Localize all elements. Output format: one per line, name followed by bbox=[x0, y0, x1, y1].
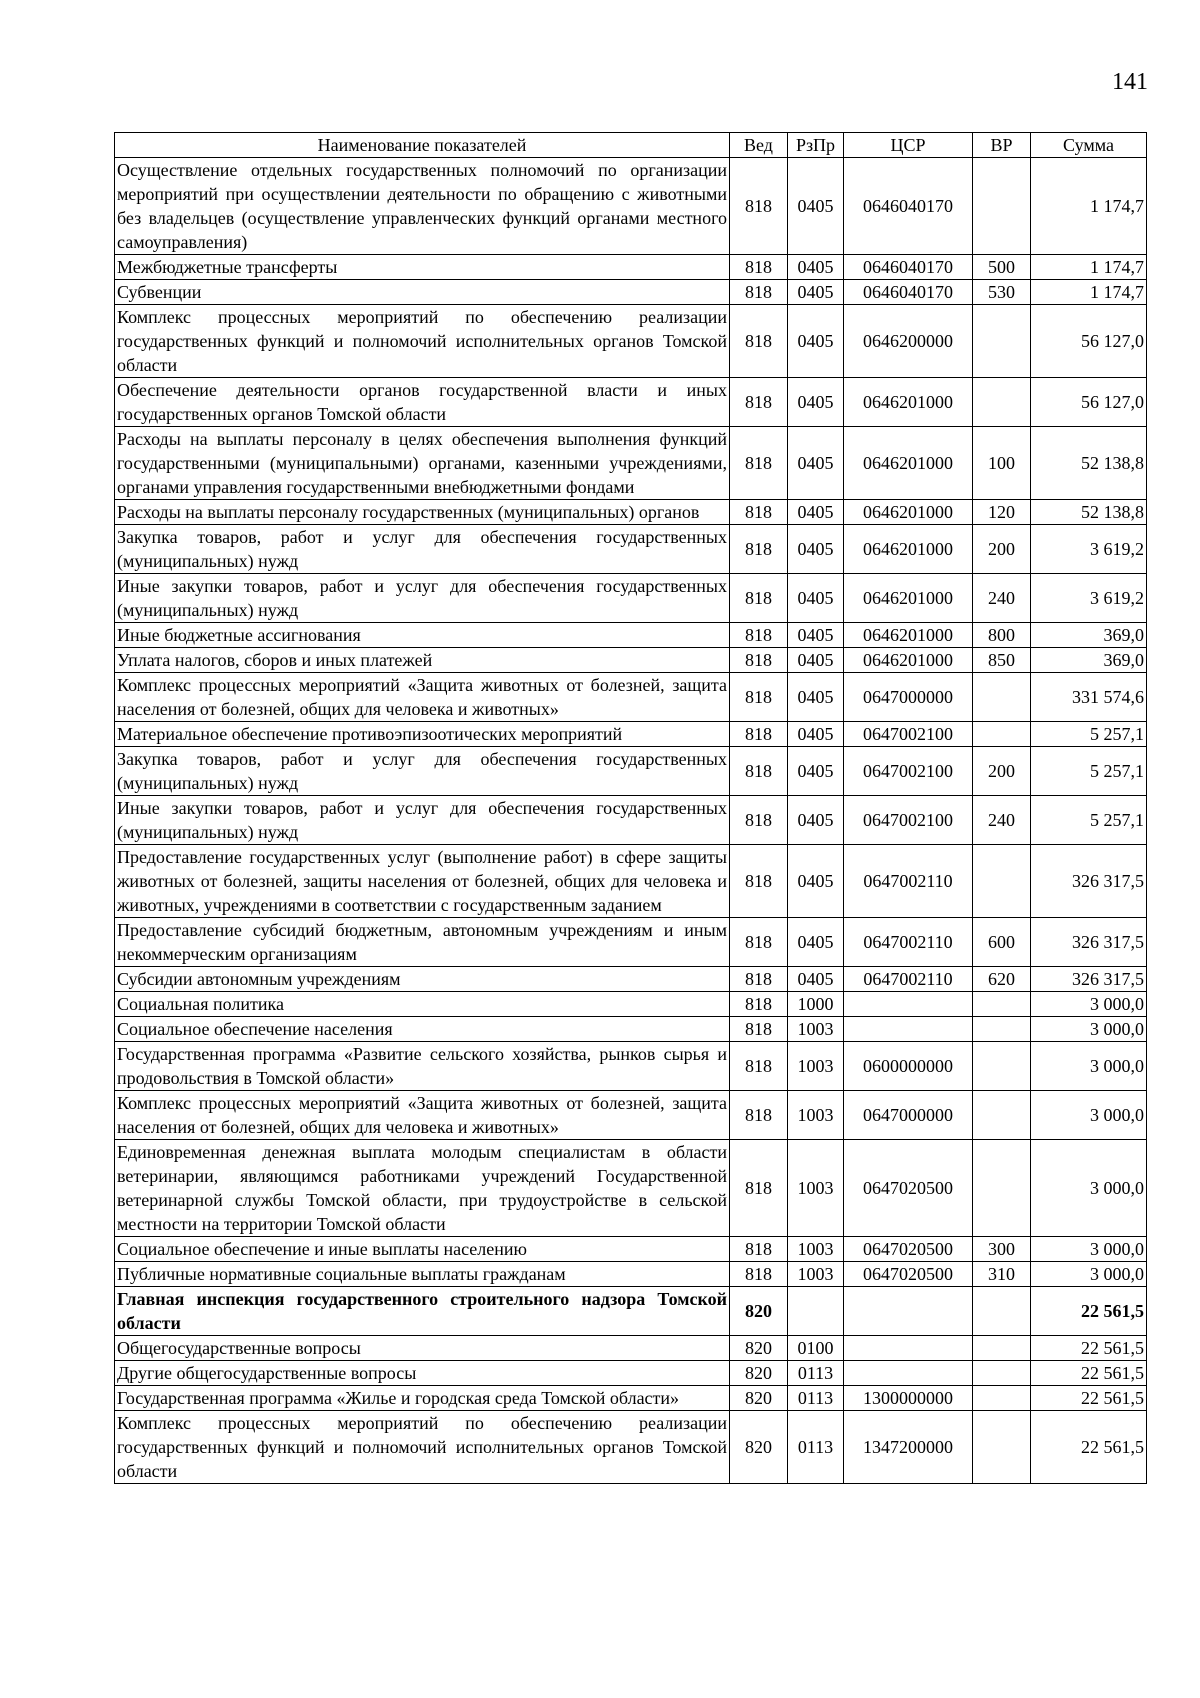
cell-name: Иные закупки товаров, работ и услуг для обеспечения государственных (муниципальных) нужд bbox=[115, 796, 730, 845]
header-vr: ВР bbox=[973, 133, 1031, 158]
table-row bbox=[115, 967, 1147, 992]
cell-vr: 620 bbox=[973, 967, 1031, 992]
header-sum: Сумма bbox=[1031, 133, 1147, 158]
cell-name: Закупка товаров, работ и услуг для обеспечения государственных (муниципальных) нужд bbox=[115, 747, 730, 796]
table-row bbox=[115, 1042, 1147, 1091]
cell-rzpr: 1003 bbox=[788, 1017, 844, 1042]
cell-name: Социальное обеспечение и иные выплаты населению bbox=[115, 1237, 730, 1262]
cell-ved: 818 bbox=[730, 255, 788, 280]
cell-rzpr bbox=[788, 1287, 844, 1336]
cell-rzpr: 0113 bbox=[788, 1361, 844, 1386]
cell-name: Субсидии автономным учреждениям bbox=[115, 967, 730, 992]
cell-sum: 22 561,5 bbox=[1031, 1287, 1147, 1336]
cell-vr bbox=[973, 1336, 1031, 1361]
cell-rzpr: 0405 bbox=[788, 673, 844, 722]
cell-rzpr: 0405 bbox=[788, 280, 844, 305]
cell-ved: 818 bbox=[730, 1017, 788, 1042]
cell-sum: 3 619,2 bbox=[1031, 574, 1147, 623]
header-name: Наименование показателей bbox=[115, 133, 730, 158]
cell-rzpr: 0405 bbox=[788, 427, 844, 500]
cell-rzpr: 0405 bbox=[788, 623, 844, 648]
cell-vr bbox=[973, 158, 1031, 255]
table-row bbox=[115, 305, 1147, 378]
table-row bbox=[115, 1237, 1147, 1262]
table-row bbox=[115, 280, 1147, 305]
cell-vr: 240 bbox=[973, 574, 1031, 623]
cell-name: Уплата налогов, сборов и иных платежей bbox=[115, 648, 730, 673]
cell-name: Социальное обеспечение населения bbox=[115, 1017, 730, 1042]
cell-sum: 3 000,0 bbox=[1031, 1091, 1147, 1140]
cell-vr: 600 bbox=[973, 918, 1031, 967]
table-header-row bbox=[115, 133, 1147, 158]
cell-rzpr: 0405 bbox=[788, 845, 844, 918]
cell-sum: 326 317,5 bbox=[1031, 918, 1147, 967]
cell-sum: 326 317,5 bbox=[1031, 967, 1147, 992]
cell-name: Государственная программа «Развитие сельского хозяйства, рынков сырья и продовольствия в Томской области» bbox=[115, 1042, 730, 1091]
cell-csr: 0600000000 bbox=[844, 1042, 973, 1091]
cell-csr: 0647000000 bbox=[844, 1091, 973, 1140]
table-row bbox=[115, 525, 1147, 574]
cell-sum: 5 257,1 bbox=[1031, 747, 1147, 796]
cell-name: Предоставление государственных услуг (выполнение работ) в сфере защиты животных от болезней, защиты населения от болезней, общих для человека и животных, учреждениями в соответствии с государственным заданием bbox=[115, 845, 730, 918]
cell-csr: 0647020500 bbox=[844, 1140, 973, 1237]
cell-vr: 800 bbox=[973, 623, 1031, 648]
cell-name: Комплекс процессных мероприятий «Защита животных от болезней, защита населения от болезней, общих для человека и животных» bbox=[115, 673, 730, 722]
cell-name: Комплекс процессных мероприятий по обеспечению реализации государственных функций и полномочий исполнительных органов Томской области bbox=[115, 1411, 730, 1484]
cell-csr: 0647002110 bbox=[844, 918, 973, 967]
cell-name: Иные закупки товаров, работ и услуг для обеспечения государственных (муниципальных) нужд bbox=[115, 574, 730, 623]
cell-sum: 1 174,7 bbox=[1031, 280, 1147, 305]
table-row bbox=[115, 1140, 1147, 1237]
cell-rzpr: 1000 bbox=[788, 992, 844, 1017]
table-row bbox=[115, 845, 1147, 918]
cell-ved: 820 bbox=[730, 1411, 788, 1484]
cell-sum: 1 174,7 bbox=[1031, 255, 1147, 280]
cell-csr: 0647002100 bbox=[844, 747, 973, 796]
table-row bbox=[115, 1262, 1147, 1287]
table-row bbox=[115, 574, 1147, 623]
cell-csr: 0647002110 bbox=[844, 845, 973, 918]
cell-ved: 820 bbox=[730, 1386, 788, 1411]
cell-ved: 818 bbox=[730, 992, 788, 1017]
cell-csr: 0646201000 bbox=[844, 500, 973, 525]
cell-vr bbox=[973, 1361, 1031, 1386]
cell-ved: 818 bbox=[730, 648, 788, 673]
cell-name: Государственная программа «Жилье и городская среда Томской области» bbox=[115, 1386, 730, 1411]
cell-ved: 818 bbox=[730, 427, 788, 500]
cell-rzpr: 1003 bbox=[788, 1091, 844, 1140]
cell-ved: 818 bbox=[730, 158, 788, 255]
cell-vr bbox=[973, 1287, 1031, 1336]
cell-csr: 0646201000 bbox=[844, 574, 973, 623]
header-rzpr: РзПр bbox=[788, 133, 844, 158]
cell-vr bbox=[973, 1386, 1031, 1411]
cell-rzpr: 0405 bbox=[788, 796, 844, 845]
table-row bbox=[115, 918, 1147, 967]
cell-sum: 5 257,1 bbox=[1031, 722, 1147, 747]
budget-table bbox=[114, 132, 1147, 1484]
cell-sum: 3 000,0 bbox=[1031, 1017, 1147, 1042]
cell-name: Комплекс процессных мероприятий «Защита животных от болезней, защита населения от болезней, общих для человека и животных» bbox=[115, 1091, 730, 1140]
cell-sum: 5 257,1 bbox=[1031, 796, 1147, 845]
cell-ved: 820 bbox=[730, 1361, 788, 1386]
cell-sum: 52 138,8 bbox=[1031, 427, 1147, 500]
cell-sum: 3 000,0 bbox=[1031, 1140, 1147, 1237]
header-ved: Вед bbox=[730, 133, 788, 158]
cell-rzpr: 0405 bbox=[788, 648, 844, 673]
cell-rzpr: 0405 bbox=[788, 918, 844, 967]
cell-ved: 818 bbox=[730, 673, 788, 722]
cell-csr: 0646201000 bbox=[844, 525, 973, 574]
cell-sum: 369,0 bbox=[1031, 623, 1147, 648]
cell-sum: 331 574,6 bbox=[1031, 673, 1147, 722]
cell-vr: 120 bbox=[973, 500, 1031, 525]
cell-rzpr: 0405 bbox=[788, 378, 844, 427]
cell-csr: 0647000000 bbox=[844, 673, 973, 722]
table-row bbox=[115, 648, 1147, 673]
cell-csr: 0646040170 bbox=[844, 255, 973, 280]
cell-vr bbox=[973, 378, 1031, 427]
cell-ved: 818 bbox=[730, 574, 788, 623]
cell-vr bbox=[973, 1017, 1031, 1042]
cell-sum: 326 317,5 bbox=[1031, 845, 1147, 918]
cell-sum: 56 127,0 bbox=[1031, 378, 1147, 427]
cell-sum: 3 000,0 bbox=[1031, 1262, 1147, 1287]
cell-rzpr: 0405 bbox=[788, 305, 844, 378]
cell-sum: 22 561,5 bbox=[1031, 1336, 1147, 1361]
cell-ved: 818 bbox=[730, 525, 788, 574]
cell-name: Социальная политика bbox=[115, 992, 730, 1017]
cell-vr bbox=[973, 845, 1031, 918]
cell-sum: 3 000,0 bbox=[1031, 1237, 1147, 1262]
cell-vr bbox=[973, 1411, 1031, 1484]
table-row bbox=[115, 378, 1147, 427]
cell-rzpr: 0405 bbox=[788, 747, 844, 796]
cell-name: Осуществление отдельных государственных полномочий по организации мероприятий при осуществлении деятельности по обращению с животными без владельцев (осуществление управленческих функций органами местного самоуправления) bbox=[115, 158, 730, 255]
cell-vr: 240 bbox=[973, 796, 1031, 845]
table-row bbox=[115, 158, 1147, 255]
cell-vr: 100 bbox=[973, 427, 1031, 500]
cell-rzpr: 0113 bbox=[788, 1411, 844, 1484]
cell-ved: 818 bbox=[730, 722, 788, 747]
cell-rzpr: 0405 bbox=[788, 158, 844, 255]
cell-csr: 0646040170 bbox=[844, 280, 973, 305]
cell-sum: 22 561,5 bbox=[1031, 1386, 1147, 1411]
cell-name: Расходы на выплаты персоналу в целях обеспечения выполнения функций государственными (муниципальными) органами, казенными учреждениями, органами управления государственными внебюджетными фондами bbox=[115, 427, 730, 500]
cell-ved: 818 bbox=[730, 623, 788, 648]
cell-ved: 818 bbox=[730, 1042, 788, 1091]
cell-name: Субвенции bbox=[115, 280, 730, 305]
table-row bbox=[115, 1386, 1147, 1411]
cell-ved: 818 bbox=[730, 967, 788, 992]
cell-csr: 0647002110 bbox=[844, 967, 973, 992]
cell-sum: 3 619,2 bbox=[1031, 525, 1147, 574]
cell-sum: 52 138,8 bbox=[1031, 500, 1147, 525]
cell-sum: 3 000,0 bbox=[1031, 1042, 1147, 1091]
cell-name: Публичные нормативные социальные выплаты гражданам bbox=[115, 1262, 730, 1287]
cell-vr: 300 bbox=[973, 1237, 1031, 1262]
cell-ved: 820 bbox=[730, 1287, 788, 1336]
cell-rzpr: 0113 bbox=[788, 1386, 844, 1411]
cell-vr bbox=[973, 1042, 1031, 1091]
table-row bbox=[115, 747, 1147, 796]
table-row bbox=[115, 1017, 1147, 1042]
table-body bbox=[115, 158, 1147, 1484]
table-row bbox=[115, 500, 1147, 525]
cell-rzpr: 1003 bbox=[788, 1140, 844, 1237]
cell-vr: 200 bbox=[973, 747, 1031, 796]
cell-csr: 0647002100 bbox=[844, 722, 973, 747]
cell-name: Комплекс процессных мероприятий по обеспечению реализации государственных функций и полномочий исполнительных органов Томской области bbox=[115, 305, 730, 378]
cell-ved: 818 bbox=[730, 280, 788, 305]
table-row bbox=[115, 255, 1147, 280]
cell-rzpr: 0405 bbox=[788, 722, 844, 747]
cell-rzpr: 0405 bbox=[788, 574, 844, 623]
cell-vr: 850 bbox=[973, 648, 1031, 673]
cell-vr bbox=[973, 1140, 1031, 1237]
header-csr: ЦСР bbox=[844, 133, 973, 158]
table-row bbox=[115, 722, 1147, 747]
table-row bbox=[115, 427, 1147, 500]
cell-ved: 818 bbox=[730, 845, 788, 918]
cell-name: Обеспечение деятельности органов государственной власти и иных государственных органов Томской области bbox=[115, 378, 730, 427]
cell-name: Межбюджетные трансферты bbox=[115, 255, 730, 280]
cell-rzpr: 0100 bbox=[788, 1336, 844, 1361]
cell-csr: 0646201000 bbox=[844, 648, 973, 673]
cell-ved: 818 bbox=[730, 1091, 788, 1140]
cell-csr: 0647002100 bbox=[844, 796, 973, 845]
cell-ved: 818 bbox=[730, 1237, 788, 1262]
cell-csr: 0647020500 bbox=[844, 1237, 973, 1262]
cell-csr bbox=[844, 1336, 973, 1361]
page-number: 141 bbox=[1112, 69, 1148, 95]
cell-ved: 818 bbox=[730, 796, 788, 845]
cell-ved: 818 bbox=[730, 500, 788, 525]
cell-csr bbox=[844, 1361, 973, 1386]
cell-csr: 1347200000 bbox=[844, 1411, 973, 1484]
cell-csr: 0646040170 bbox=[844, 158, 973, 255]
cell-csr: 1300000000 bbox=[844, 1386, 973, 1411]
cell-csr: 0647020500 bbox=[844, 1262, 973, 1287]
cell-vr bbox=[973, 673, 1031, 722]
cell-csr bbox=[844, 1017, 973, 1042]
cell-sum: 1 174,7 bbox=[1031, 158, 1147, 255]
cell-vr bbox=[973, 722, 1031, 747]
cell-name: Другие общегосударственные вопросы bbox=[115, 1361, 730, 1386]
cell-vr bbox=[973, 992, 1031, 1017]
cell-rzpr: 1003 bbox=[788, 1237, 844, 1262]
cell-ved: 820 bbox=[730, 1336, 788, 1361]
cell-ved: 818 bbox=[730, 1140, 788, 1237]
cell-csr: 0646200000 bbox=[844, 305, 973, 378]
cell-sum: 22 561,5 bbox=[1031, 1361, 1147, 1386]
cell-name: Предоставление субсидий бюджетным, автономным учреждениям и иным некоммерческим организациям bbox=[115, 918, 730, 967]
cell-name: Расходы на выплаты персоналу государственных (муниципальных) органов bbox=[115, 500, 730, 525]
cell-csr: 0646201000 bbox=[844, 623, 973, 648]
cell-name: Материальное обеспечение противоэпизоотических мероприятий bbox=[115, 722, 730, 747]
table-row bbox=[115, 1287, 1147, 1336]
cell-name: Иные бюджетные ассигнования bbox=[115, 623, 730, 648]
table-row bbox=[115, 1336, 1147, 1361]
cell-rzpr: 0405 bbox=[788, 255, 844, 280]
cell-name: Главная инспекция государственного строительного надзора Томской области bbox=[115, 1287, 730, 1336]
cell-name: Закупка товаров, работ и услуг для обеспечения государственных (муниципальных) нужд bbox=[115, 525, 730, 574]
cell-csr bbox=[844, 1287, 973, 1336]
cell-rzpr: 0405 bbox=[788, 525, 844, 574]
cell-sum: 22 561,5 bbox=[1031, 1411, 1147, 1484]
table-row bbox=[115, 1091, 1147, 1140]
cell-vr: 200 bbox=[973, 525, 1031, 574]
table-row bbox=[115, 623, 1147, 648]
cell-sum: 3 000,0 bbox=[1031, 992, 1147, 1017]
cell-vr bbox=[973, 305, 1031, 378]
cell-ved: 818 bbox=[730, 747, 788, 796]
cell-ved: 818 bbox=[730, 1262, 788, 1287]
cell-name: Общегосударственные вопросы bbox=[115, 1336, 730, 1361]
cell-ved: 818 bbox=[730, 918, 788, 967]
cell-rzpr: 0405 bbox=[788, 500, 844, 525]
table-row bbox=[115, 673, 1147, 722]
table-row bbox=[115, 992, 1147, 1017]
cell-rzpr: 1003 bbox=[788, 1262, 844, 1287]
table-row bbox=[115, 796, 1147, 845]
cell-vr: 530 bbox=[973, 280, 1031, 305]
cell-sum: 369,0 bbox=[1031, 648, 1147, 673]
cell-csr bbox=[844, 992, 973, 1017]
cell-ved: 818 bbox=[730, 305, 788, 378]
cell-csr: 0646201000 bbox=[844, 427, 973, 500]
cell-sum: 56 127,0 bbox=[1031, 305, 1147, 378]
cell-vr: 310 bbox=[973, 1262, 1031, 1287]
cell-vr bbox=[973, 1091, 1031, 1140]
cell-vr: 500 bbox=[973, 255, 1031, 280]
table-row bbox=[115, 1411, 1147, 1484]
cell-rzpr: 1003 bbox=[788, 1042, 844, 1091]
cell-ved: 818 bbox=[730, 378, 788, 427]
cell-rzpr: 0405 bbox=[788, 967, 844, 992]
cell-name: Единовременная денежная выплата молодым специалистам в области ветеринарии, являющимся работниками учреждений Государственной ветеринарной службы Томской области, при трудоустройстве в сельской местности на территории Томской области bbox=[115, 1140, 730, 1237]
table-row bbox=[115, 1361, 1147, 1386]
cell-csr: 0646201000 bbox=[844, 378, 973, 427]
